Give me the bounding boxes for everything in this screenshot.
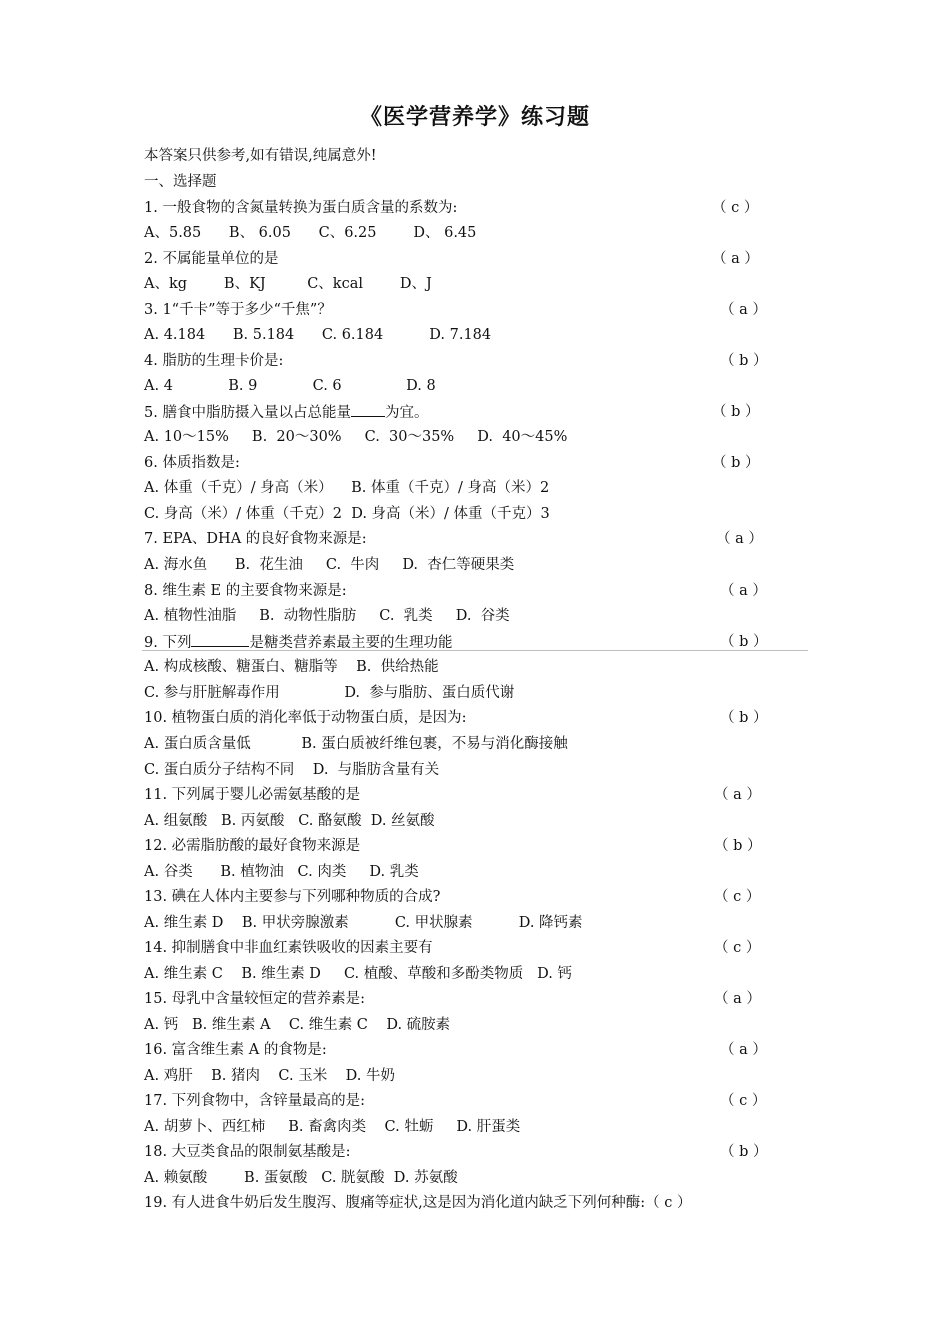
answer-3: （ a ） <box>720 302 767 318</box>
options-3: A. 4.184 B. 5.184 C. 6.184 D. 7.184 <box>144 327 492 343</box>
options-1: A、5.85 B、 6.05 C、6.25 D、 6.45 <box>144 225 477 241</box>
answer-14: （ c ） <box>714 940 761 956</box>
fill-in-blank <box>191 632 249 647</box>
options-10-row-1: A. 蛋白质含量低 B. 蛋白质被纤维包裹，不易与消化酶接触 <box>144 736 568 752</box>
answer-12: （ b ） <box>714 838 762 854</box>
options-9-row-2: C. 参与肝脏解毒作用 D. 参与脂肪、蛋白质代谢 <box>144 685 515 701</box>
answer-16: （ a ） <box>720 1042 767 1058</box>
answer-13: （ c ） <box>714 889 761 905</box>
fill-in-blank <box>351 402 385 417</box>
options-12: A. 谷类 B. 植物油 C. 肉类 D. 乳类 <box>144 864 419 880</box>
question-10: 10. 植物蛋白质的消化率低于动物蛋白质，是因为: <box>144 710 467 726</box>
question-7: 7. EPA、DHA 的良好食物来源是: <box>144 531 367 547</box>
options-4: A. 4 B. 9 C. 6 D. 8 <box>144 378 436 394</box>
options-17: A. 胡萝卜、西红柿 B. 畜禽肉类 C. 牡蛎 D. 肝蛋类 <box>144 1119 521 1135</box>
options-8: A. 植物性油脂 B. 动物性脂肪 C. 乳类 D. 谷类 <box>144 608 510 624</box>
options-13: A. 维生素 D B. 甲状旁腺激素 C. 甲状腺素 D. 降钙素 <box>144 915 583 931</box>
question-5 <box>144 402 428 423</box>
question-11: 11. 下列属于婴儿必需氨基酸的是 <box>144 787 361 803</box>
answer-5: （ b ） <box>712 404 760 420</box>
options-10-row-2: C. 蛋白质分子结构不同 D. 与脂肪含量有关 <box>144 762 440 778</box>
question-9-text-end: 是糖类营养素最主要的生理功能 <box>249 635 453 651</box>
answer-17: （ c ） <box>720 1093 767 1109</box>
options-16: A. 鸡肝 B. 猪肉 C. 玉米 D. 牛奶 <box>144 1068 395 1084</box>
question-14: 14. 抑制膳食中非血红素铁吸收的因素主要有 <box>144 940 433 956</box>
question-3: 3. 1“千卡”等于多少“千焦”？ <box>144 302 332 318</box>
options-7: A. 海水鱼 B. 花生油 C. 牛肉 D. 杏仁等硬果类 <box>144 557 515 573</box>
divider-line <box>142 650 808 651</box>
options-6-row-1: A. 体重（千克）/ 身高（米） B. 体重（千克）/ 身高（米）2 <box>144 480 550 496</box>
answer-15: （ a ） <box>714 991 761 1007</box>
disclaimer: 本答案只供参考,如有错误,纯属意外! <box>144 148 377 164</box>
options-2: A、kg B、KJ C、kcal D、J <box>144 276 432 292</box>
answer-7: （ a ） <box>716 531 763 547</box>
question-19: 19. 有人进食牛奶后发生腹泻、腹痛等症状,这是因为消化道内缺乏下列何种酶:（ c ） <box>144 1195 692 1211</box>
question-13: 13. 碘在人体内主要参与下列哪种物质的合成? <box>144 889 441 905</box>
question-16: 16. 富含维生素 A 的食物是: <box>144 1042 327 1058</box>
question-5-text-start: 5. 膳食中脂肪摄入量以占总能量 <box>144 405 351 421</box>
question-6: 6. 体质指数是: <box>144 455 240 471</box>
section-heading: 一、选择题 <box>144 174 217 190</box>
options-18: A. 赖氨酸 B. 蛋氨酸 C. 胱氨酸 D. 苏氨酸 <box>144 1170 458 1186</box>
question-18: 18. 大豆类食品的限制氨基酸是: <box>144 1144 351 1160</box>
answer-4: （ b ） <box>720 353 768 369</box>
answer-2: （ a ） <box>712 251 759 267</box>
question-15: 15. 母乳中含量较恒定的营养素是: <box>144 991 366 1007</box>
options-15: A. 钙 B. 维生素 A C. 维生素 C D. 硫胺素 <box>144 1017 451 1033</box>
answer-9: （ b ） <box>720 634 768 650</box>
options-5: A. 10～15% B. 20～30% C. 30～35% D. 40～45% <box>144 429 568 445</box>
question-5-text-end: 为宜。 <box>384 405 429 421</box>
document-title: 《医学营养学》练习题 <box>359 104 590 130</box>
answer-6: （ b ） <box>712 455 760 471</box>
question-1: 1. 一般食物的含氮量转换为蛋白质含量的系数为: <box>144 200 458 216</box>
options-14: A. 维生素 C B. 维生素 D C. 植酸、草酸和多酚类物质 D. 钙 <box>144 966 572 982</box>
question-9-text-start: 9. 下列 <box>144 635 192 651</box>
options-11: A. 组氨酸 B. 丙氨酸 C. 酪氨酸 D. 丝氨酸 <box>144 813 435 829</box>
question-4: 4. 脂肪的生理卡价是: <box>144 353 284 369</box>
question-2: 2. 不属能量单位的是 <box>144 251 279 267</box>
answer-11: （ a ） <box>714 787 761 803</box>
question-8: 8. 维生素 E 的主要食物来源是: <box>144 583 347 599</box>
question-12: 12. 必需脂肪酸的最好食物来源是 <box>144 838 361 854</box>
answer-1: （ c ） <box>712 200 759 216</box>
answer-8: （ a ） <box>720 583 767 599</box>
options-9-row-1: A. 构成核酸、糖蛋白、糖脂等 B. 供给热能 <box>144 659 439 675</box>
answer-18: （ b ） <box>720 1144 768 1160</box>
options-6-row-2: C. 身高（米）/ 体重（千克）2 D. 身高（米）/ 体重（千克）3 <box>144 506 550 522</box>
question-17: 17. 下列食物中，含锌量最高的是: <box>144 1093 366 1109</box>
answer-10: （ b ） <box>720 710 768 726</box>
